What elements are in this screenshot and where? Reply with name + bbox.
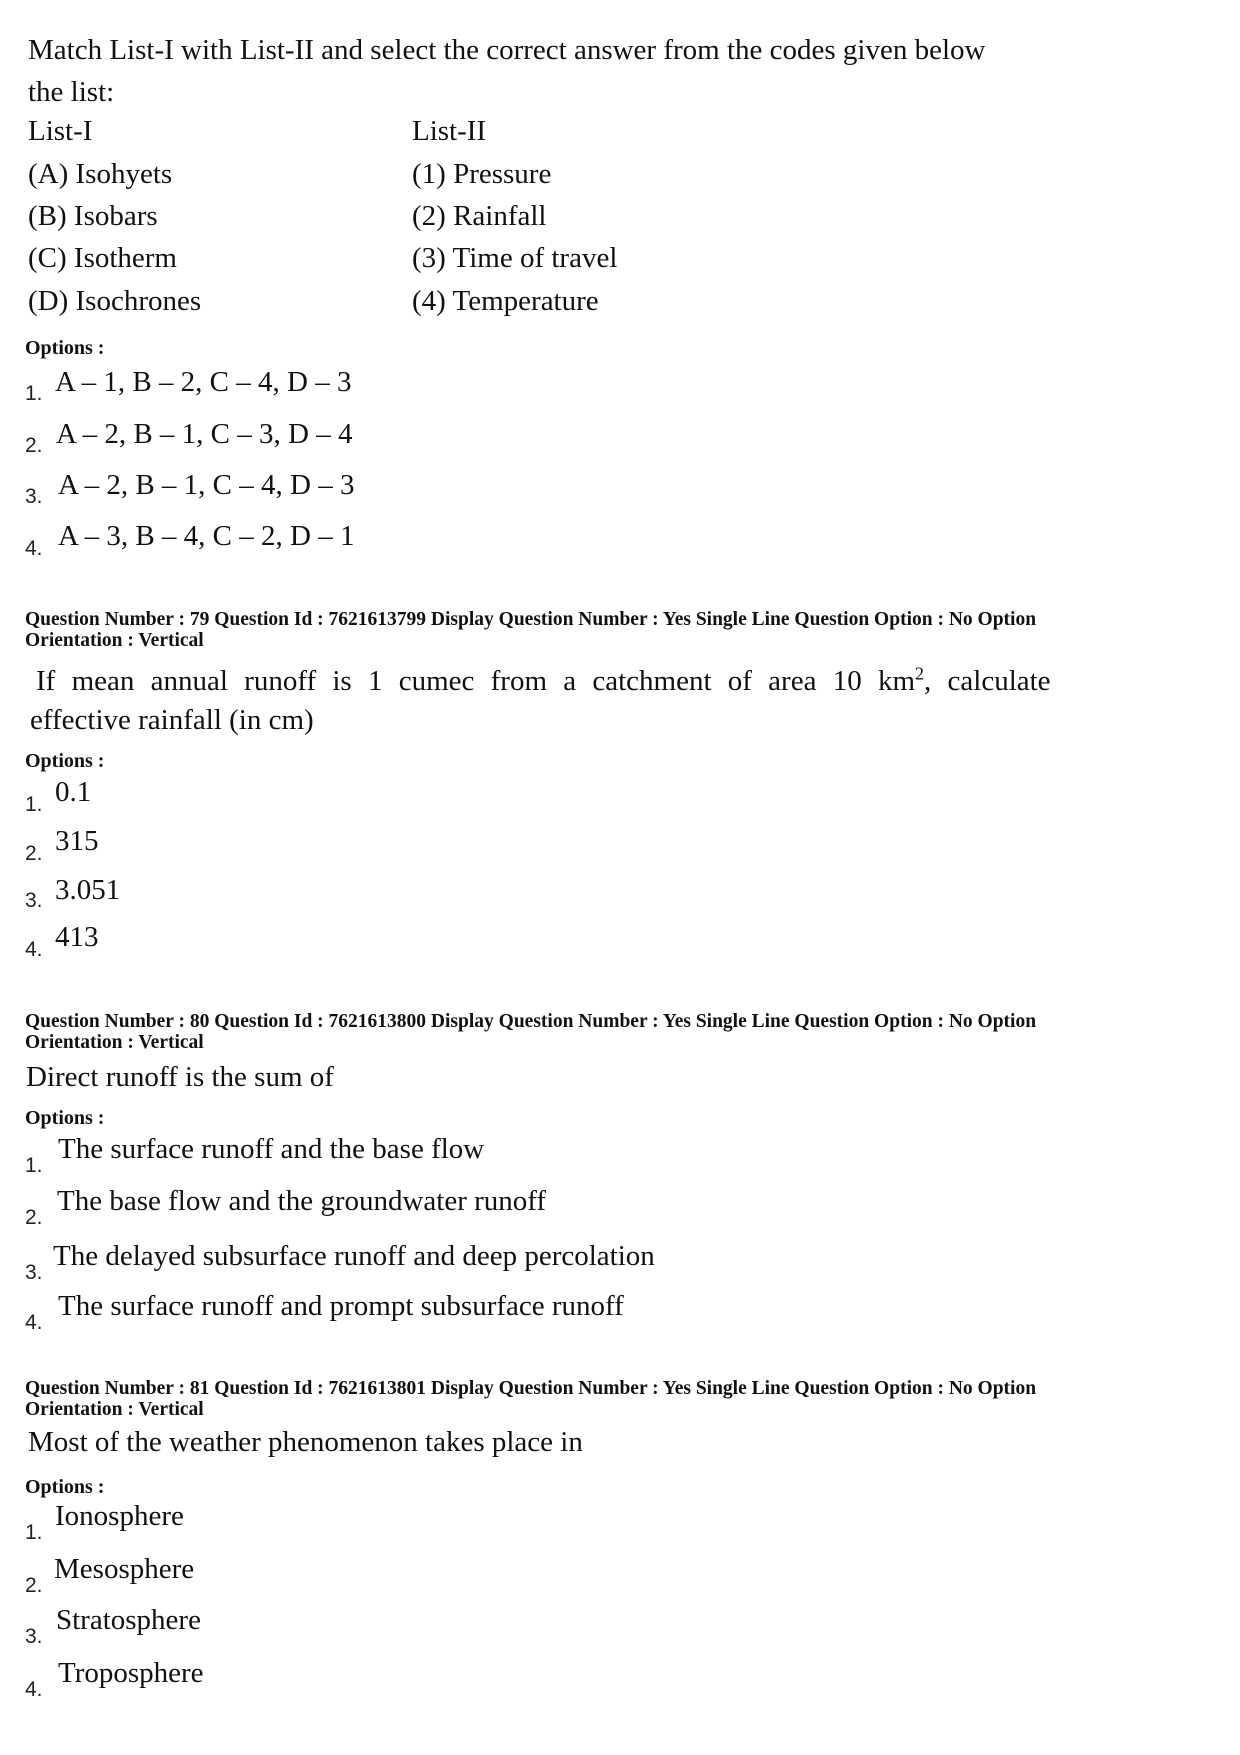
option-number: 4. (25, 537, 43, 560)
option-text: 413 (55, 921, 99, 953)
option-number: 1. (25, 1154, 43, 1177)
option-text: Ionosphere (55, 1500, 184, 1532)
list2-item-4: (4) Temperature (412, 285, 599, 317)
option-number: 1. (25, 382, 43, 405)
list2-header: List-II (412, 115, 487, 147)
q79-text-line2: effective rainfall (in cm) (30, 704, 314, 736)
q81-meta-line1: Question Number : 81 Question Id : 7621613801 Display Question Number : Yes Single Line Question Option : No Option (25, 1378, 1037, 1399)
q79-text-tail: , calculate (924, 665, 1051, 697)
option-text: A – 2, B – 1, C – 3, D – 4 (56, 418, 353, 450)
list1-item-b: (B) Isobars (28, 200, 158, 232)
q81-options-label: Options : (25, 1476, 105, 1498)
list2-item-2: (2) Rainfall (412, 200, 547, 232)
option-text: A – 3, B – 4, C – 2, D – 1 (58, 520, 355, 552)
option-number: 1. (25, 1521, 43, 1544)
option-text: 0.1 (55, 776, 92, 808)
option-text: Stratosphere (56, 1604, 201, 1636)
q79-meta-line2: Orientation : Vertical (25, 630, 204, 651)
option-text: The delayed subsurface runoff and deep percolation (53, 1240, 655, 1272)
option-number: 2. (25, 1206, 43, 1229)
q78-intro-line2: the list: (28, 76, 115, 108)
option-text: The base flow and the groundwater runoff (57, 1185, 547, 1217)
list2-item-3: (3) Time of travel (412, 242, 618, 274)
option-number: 2. (25, 434, 43, 457)
q80-meta-line2: Orientation : Vertical (25, 1032, 204, 1053)
option-text: The surface runoff and prompt subsurface runoff (58, 1290, 624, 1322)
option-text: A – 2, B – 1, C – 4, D – 3 (58, 469, 355, 501)
q80-meta-line1: Question Number : 80 Question Id : 7621613800 Display Question Number : Yes Single Line Question Option : No Option (25, 1011, 1037, 1032)
q79-meta-line1: Question Number : 79 Question Id : 7621613799 Display Question Number : Yes Single Line Question Option : No Option (25, 609, 1037, 630)
q78-intro-line1: Match List-I with List-II and select the correct answer from the codes given below (28, 34, 986, 66)
option-number: 2. (25, 842, 43, 865)
list1-item-c: (C) Isotherm (28, 242, 177, 274)
option-number: 3. (25, 1261, 43, 1284)
q80-options-label: Options : (25, 1107, 105, 1129)
superscript-2: 2 (915, 663, 925, 684)
option-number: 3. (25, 485, 43, 508)
option-number: 2. (25, 1574, 43, 1597)
option-number: 4. (25, 938, 43, 961)
option-text: 315 (55, 825, 99, 857)
option-text: A – 1, B – 2, C – 4, D – 3 (55, 366, 352, 398)
option-text: Mesosphere (54, 1553, 195, 1585)
option-number: 3. (25, 889, 43, 912)
option-text: Troposphere (58, 1657, 204, 1689)
q78-options-label: Options : (25, 337, 105, 359)
option-number: 4. (25, 1311, 43, 1334)
q79-options-label: Options : (25, 750, 105, 772)
list1-header: List-I (28, 115, 93, 147)
q81-meta-line2: Orientation : Vertical (25, 1399, 204, 1420)
option-number: 4. (25, 1678, 43, 1701)
q81-text: Most of the weather phenomenon takes place in (28, 1426, 583, 1458)
list2-item-1: (1) Pressure (412, 158, 552, 190)
q80-text: Direct runoff is the sum of (26, 1061, 334, 1093)
q79-text-line1 (36, 661, 1051, 701)
list1-item-a: (A) Isohyets (28, 158, 173, 190)
option-text: The surface runoff and the base flow (58, 1133, 485, 1165)
list1-item-d: (D) Isochrones (28, 285, 202, 317)
q79-text-main: If mean annual runoff is 1 cumec from a catchment of area 10 km (36, 665, 916, 697)
option-number: 1. (25, 793, 43, 816)
option-number: 3. (25, 1625, 43, 1648)
option-text: 3.051 (55, 874, 121, 906)
